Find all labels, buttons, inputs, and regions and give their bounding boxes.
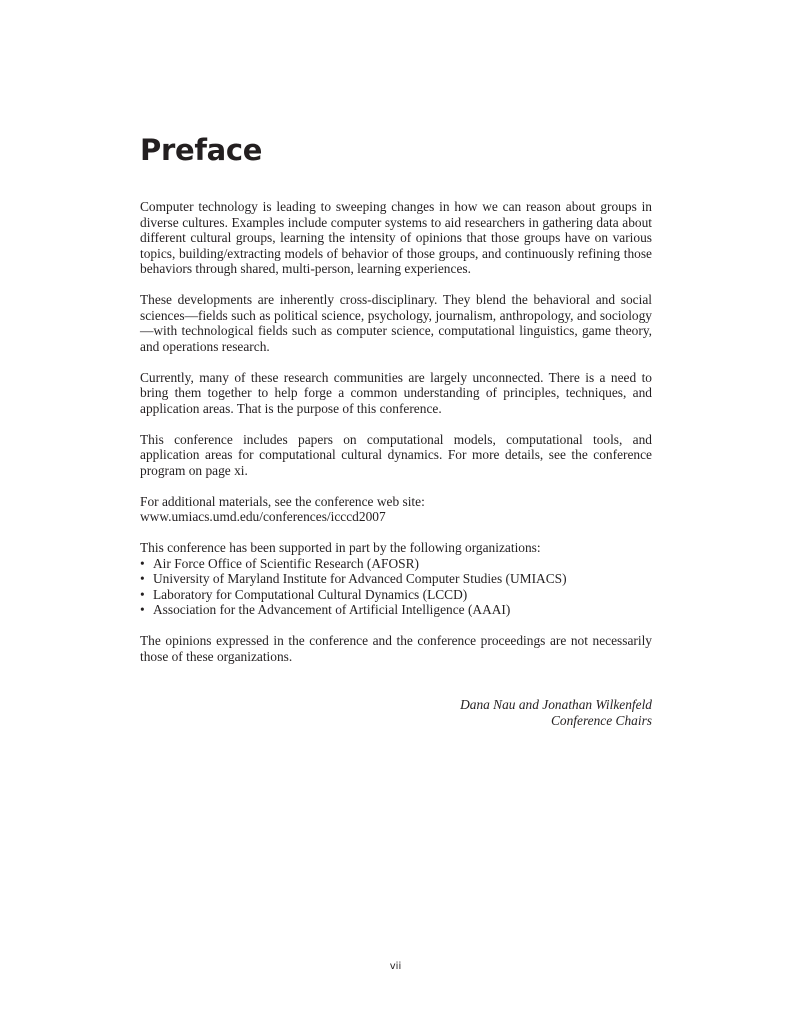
- signature-role: Conference Chairs: [550, 712, 652, 728]
- organizations-list: [140, 556, 652, 618]
- signature-block: [140, 697, 652, 728]
- paragraph-research-communities: Currently, many of these research communities are largely unconnected. There is a need to bring them together to help forge a common understanding of principles, techniques, and application areas. That is the purpose of this conference.: [140, 369, 652, 416]
- list-item: • University of Maryland Institute for Advanced Computer Studies (UMIACS): [140, 571, 652, 587]
- paragraph-intro: Computer technology is leading to sweeping changes in how we can reason about groups in diverse cultures. Examples include computer systems to aid researchers in gathering data about different cultural groups, learning the intensity of opinions that those groups have on various topics, building/extracting models of behavior of those groups, and continuously refining those behaviors through shared, multi-person, learning experiences.: [140, 199, 652, 276]
- page-number: vii: [389, 961, 402, 972]
- list-item: • Laboratory for Computational Cultural Dynamics (LCCD): [140, 587, 652, 603]
- paragraph-support-intro: This conference has been supported in part by the following organizations:: [140, 540, 541, 555]
- paragraph-conference-contents: This conference includes papers on computational models, computational tools, and application areas for computational cultural dynamics. For more details, see the conference program on page xi.: [140, 431, 652, 478]
- page-title: Preface: [140, 133, 263, 167]
- paragraph-disclaimer: The opinions expressed in the conference and the conference proceedings are not necessarily those of these organizations.: [140, 633, 652, 664]
- list-item: • Air Force Office of Scientific Research (AFOSR): [140, 556, 652, 572]
- paragraph-web-site: For additional materials, see the conference web site: www.umiacs.umd.edu/conferences/icccd2007: [140, 493, 425, 524]
- paragraph-cross-disciplinary: These developments are inherently cross-disciplinary. They blend the behavioral and social sciences—fields such as political science, psychology, journalism, anthropology, and sociology—with technological fields such as computer science, computational linguistics, game theory, and operations research.: [140, 292, 652, 354]
- preface-body: [140, 199, 652, 680]
- signature-names: Dana Nau and Jonathan Wilkenfeld: [460, 697, 652, 712]
- list-item: • Association for the Advancement of Artificial Intelligence (AAAI): [140, 602, 652, 618]
